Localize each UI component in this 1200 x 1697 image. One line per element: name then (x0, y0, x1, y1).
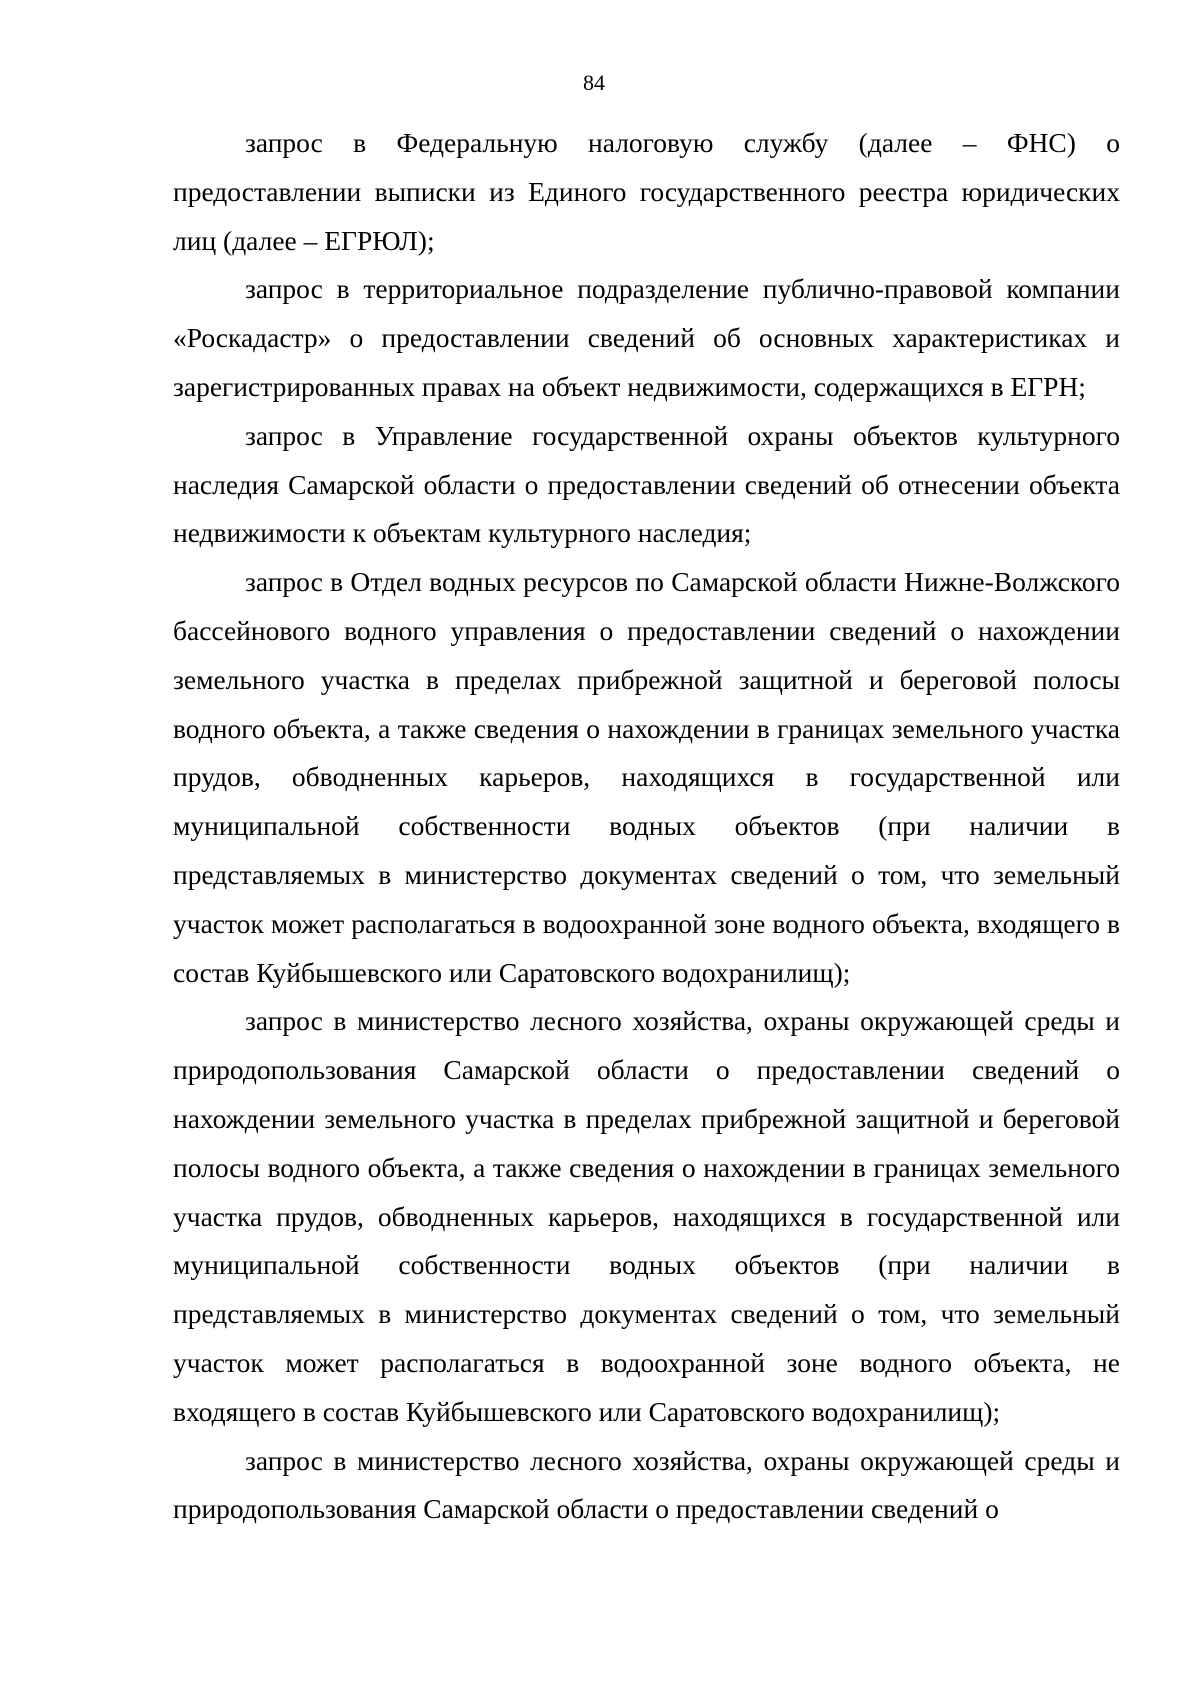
document-body (173, 119, 1120, 1534)
paragraph-cultural-heritage-request: запрос в Управление государственной охраны объектов культурного наследия Самарской области о предоставлении сведений об отнесении объекта недвижимости к объектам культурного наследия; (173, 419, 1120, 549)
paragraph-fns-request: запрос в Федеральную налоговую службу (далее – ФНС) о предоставлении выписки из Единого государственного реестра юридических лиц (далее – ЕГРЮЛ); (173, 127, 1120, 256)
paragraph-water-resources-request: запрос в Отдел водных ресурсов по Самарской области Нижне-Волжского бассейнового водного управления о предоставлении сведений о нахождении земельного участка в пределах прибрежной защитной и береговой полосы водного объекта, а также сведения о нахождении в границах земельного участка прудов, обводненных карьеров, находящихся в государственной или муниципальной собственности водных объектов (при наличии в представляемых в министерство документах сведений о том, что земельный участок может располагаться в водоохранной зоне водного объекта, входящего в состав Куйбышевского или Саратовского водохранилищ); (173, 566, 1120, 988)
paragraph-forestry-ministry-request: запрос в министерство лесного хозяйства, охраны окружающей среды и природопользования Самарской области о предоставлении сведений о нахождении земельного участка в пределах прибрежной защитной и береговой полосы водного объекта, а также сведения о нахождении в границах земельного участка прудов, обводненных карьеров, находящихся в государственной или муниципальной собственности водных объектов (при наличии в представляемых в министерство документах сведений о том, что земельный участок может располагаться в водоохранной зоне водного объекта, не входящего в состав Куйбышевского или Саратовского водохранилищ); (173, 1005, 1120, 1427)
page-number: 84 (583, 70, 605, 95)
paragraph-forestry-ministry-request-continued: запрос в министерство лесного хозяйства, охраны окружающей среды и природопользования Самарской области о предоставлении сведений о (173, 1444, 1120, 1525)
paragraph-roskadastr-request: запрос в территориальное подразделение публично-правовой компании «Роскадастр» о предоставлении сведений об основных характеристиках и зарегистрированных правах на объект недвижимости, содержащихся в ЕГРН; (173, 273, 1120, 402)
